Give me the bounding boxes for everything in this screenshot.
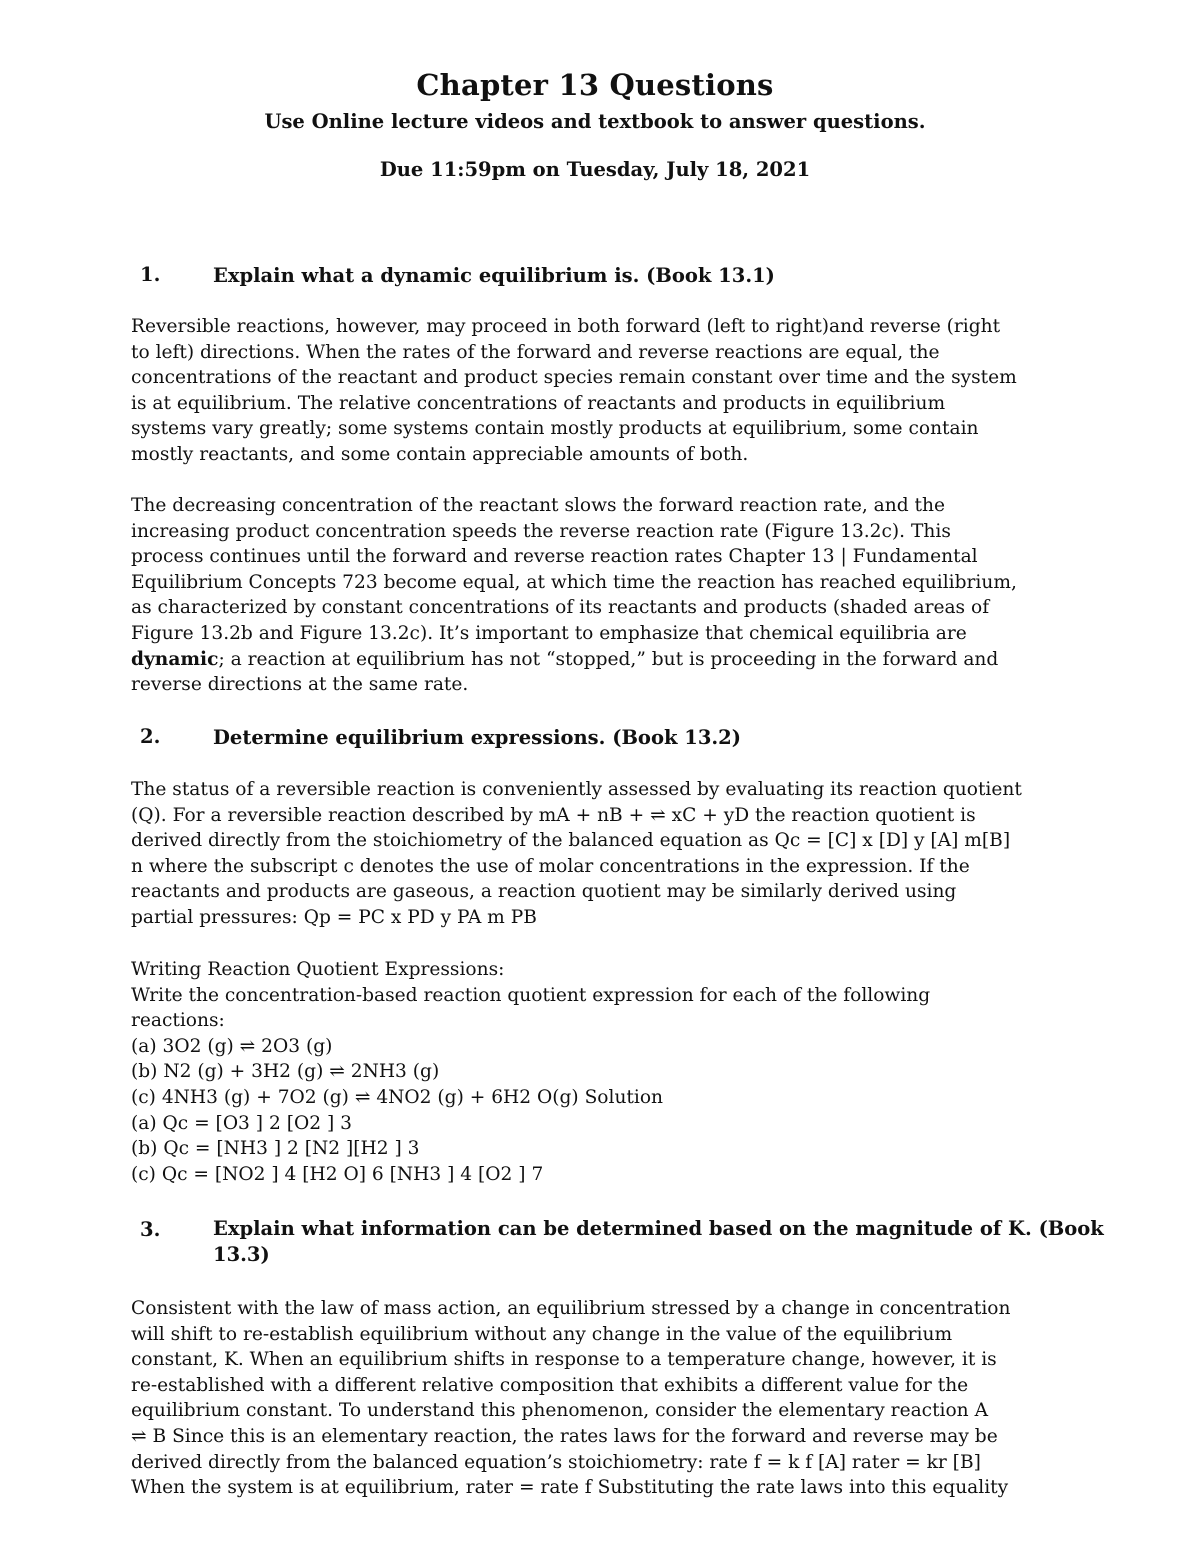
- text-line: partial pressures: Qp = PC x PD y PA m PB: [131, 906, 537, 928]
- prompt-line: Explain what information can be determined based on the magnitude of K. (Book: [213, 1217, 1104, 1240]
- text-line: systems vary greatly; some systems contain mostly products at equilibrium, some contain: [131, 418, 979, 440]
- question-1-answer-paragraph-2: [131, 493, 1066, 698]
- text-line: (a) Qc = [O3 ] 2 [O2 ] 3: [131, 1112, 352, 1134]
- text-line: Writing Reaction Quotient Expressions:: [131, 959, 505, 980]
- text-line: The decreasing concentration of the reactant slows the forward reaction rate, and the: [131, 495, 946, 516]
- text-line: process continues until the forward and reverse reaction rates Chapter 13 | Fundamental: [131, 546, 978, 568]
- text-line: ⇌ B Since this is an elementary reaction, the rates laws for the forward and reverse may be: [131, 1425, 998, 1447]
- text-line: Write the concentration-based reaction quotient expression for each of the following: [131, 984, 931, 1006]
- text-line: (a) 3O2 (g) ⇌ 2O3 (g): [131, 1035, 333, 1057]
- text-line: constant, K. When an equilibrium shifts in response to a temperature change, however, it is: [131, 1349, 997, 1371]
- text-line: (b) Qc = [NH3 ] 2 [N2 ][H2 ] 3: [131, 1138, 420, 1160]
- question-1-answer-paragraph-1: [131, 314, 1066, 468]
- text-line: Consistent with the law of mass action, an equilibrium stressed by a change in concentration: [131, 1298, 1011, 1319]
- text-line: reverse directions at the same rate.: [131, 674, 469, 696]
- text-line: increasing product concentration speeds the reverse reaction rate (Figure 13.2c). This: [131, 520, 951, 542]
- text-line: (c) Qc = [NO2 ] 4 [H2 O] 6 [NH3 ] 4 [O2 ] 7: [131, 1163, 544, 1185]
- text-fragment: ; a reaction at equilibrium has not “stopped,” but is proceeding in the forward and: [218, 648, 999, 670]
- question-3-number: 3.: [140, 1218, 161, 1241]
- question-2-prompt: Determine equilibrium expressions. (Book 13.2): [213, 726, 741, 749]
- text-line: Reversible reactions, however, may proceed in both forward (left to right)and reverse (right: [131, 316, 1001, 337]
- text-line: will shift to re-establish equilibrium without any change in the value of the equilibrium: [131, 1323, 953, 1345]
- text-line: reactions:: [131, 1010, 225, 1032]
- text-line: to left) directions. When the rates of the forward and reverse reactions are equal, the: [131, 341, 940, 363]
- text-line: (Q). For a reversible reaction described by mA + nB + ⇌ xC + yD the reaction quotient is: [131, 804, 976, 826]
- text-line: n where the subscript c denotes the use of molar concentrations in the expression. If the: [131, 855, 970, 877]
- due-date: Due 11:59pm on Tuesday, July 18, 2021: [379, 158, 811, 181]
- bold-term: dynamic: [131, 648, 219, 670]
- question-3-prompt: [213, 1216, 1104, 1267]
- question-1-number: 1.: [140, 263, 161, 286]
- text-line: reactants and products are gaseous, a reaction quotient may be similarly derived using: [131, 881, 957, 903]
- text-line: (c) 4NH3 (g) + 7O2 (g) ⇌ 4NO2 (g) + 6H2 O(g) Solution: [131, 1086, 664, 1108]
- page-title: Chapter 13 Questions: [416, 68, 774, 102]
- text-line: concentrations of the reactant and product species remain constant over time and the system: [131, 367, 1017, 389]
- page-subtitle: Use Online lecture videos and textbook to answer questions.: [264, 110, 926, 133]
- text-line: (b) N2 (g) + 3H2 (g) ⇌ 2NH3 (g): [131, 1061, 440, 1083]
- text-line: derived directly from the stoichiometry of the balanced equation as Qc = [C] x [D] y [A] m[B]: [131, 830, 1011, 852]
- text-line: The status of a reversible reaction is conveniently assessed by evaluating its reaction quotient: [131, 779, 1022, 800]
- question-1-prompt: Explain what a dynamic equilibrium is. (Book 13.1): [213, 264, 775, 287]
- question-2-answer-paragraph-2: [131, 957, 1066, 1187]
- text-line: as characterized by constant concentrations of its reactants and products (shaded areas of: [131, 597, 990, 619]
- text-line: re-established with a different relative composition that exhibits a different value for the: [131, 1374, 969, 1396]
- question-2-answer-paragraph-1: [131, 777, 1066, 931]
- text-line: When the system is at equilibrium, rater = rate f Substituting the rate laws into this equality: [131, 1477, 1009, 1499]
- text-line: derived directly from the balanced equation’s stoichiometry: rate f = k f [A] rater = kr [B]: [131, 1451, 981, 1473]
- question-2-number: 2.: [140, 725, 161, 748]
- prompt-line: 13.3): [213, 1242, 270, 1266]
- text-line: Figure 13.2b and Figure 13.2c). It’s important to emphasize that chemical equilibria are: [131, 622, 967, 644]
- text-line: is at equilibrium. The relative concentrations of reactants and products in equilibrium: [131, 392, 946, 414]
- text-line: equilibrium constant. To understand this phenomenon, consider the elementary reaction A: [131, 1400, 989, 1422]
- text-line: [131, 647, 1066, 673]
- text-line: Equilibrium Concepts 723 become equal, at which time the reaction has reached equilibrium,: [131, 571, 1017, 593]
- text-line: mostly reactants, and some contain appreciable amounts of both.: [131, 443, 749, 465]
- question-3-answer-paragraph-1: [131, 1296, 1066, 1501]
